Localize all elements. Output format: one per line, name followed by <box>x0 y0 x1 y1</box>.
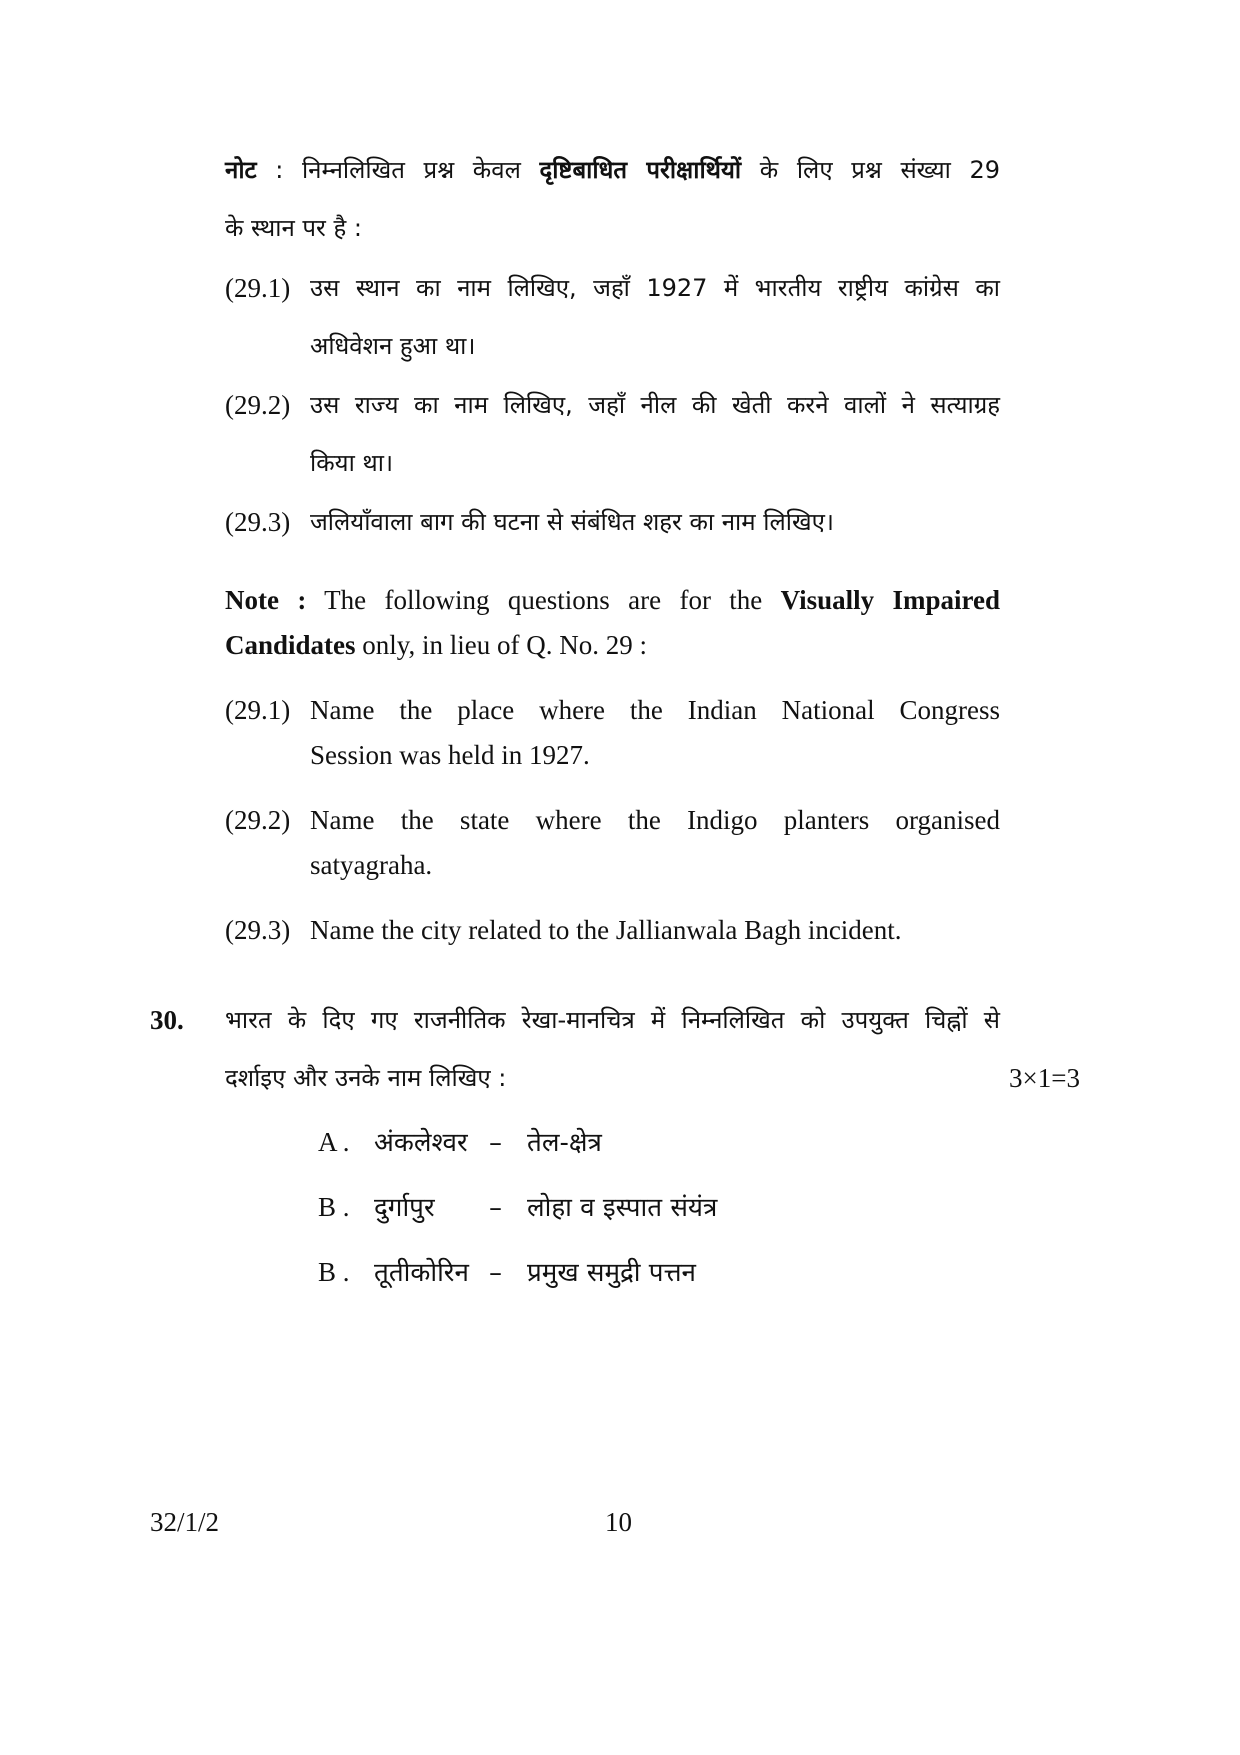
hindi-q1-number: (29.1) <box>225 273 291 303</box>
english-q1-line-2: Session was held in 1927. <box>310 740 590 770</box>
hindi-q3-number: (29.3) <box>225 507 291 537</box>
english-q2-line-1: Name the state where the Indigo planters organised <box>310 805 1000 835</box>
english-q1-line-1: Name the place where the Indian National Congress <box>310 695 1000 725</box>
map-item-b <box>318 1187 717 1228</box>
english-note-bold-b: Candidates <box>225 630 356 660</box>
english-note-line-2 <box>225 625 647 665</box>
question-30-line-1: भारत के दिए गए राजनीतिक रेखा-मानचित्र में निम्नलिखित को उपयुक्त चिह्नों से <box>225 1006 1000 1034</box>
english-note-line-1 <box>225 580 1000 620</box>
map-item-label: A . <box>318 1127 350 1157</box>
map-item-c <box>318 1252 696 1293</box>
hindi-note-text-b: के लिए प्रश्न संख्या 29 <box>741 156 1001 184</box>
english-note-label: Note : <box>225 585 307 615</box>
english-q2-line-2: satyagraha. <box>310 850 433 880</box>
map-item-label: B . <box>318 1192 350 1222</box>
paper-code: 32/1/2 <box>150 1507 220 1537</box>
map-item-dash: – <box>489 1128 502 1158</box>
hindi-q1-line-2: अधिवेशन हुआ था। <box>310 332 476 360</box>
hindi-note-label: नोट <box>225 156 257 184</box>
english-q3-line-1: Name the city related to the Jallianwala Bagh incident. <box>310 915 902 945</box>
hindi-note-text-a: निम्नलिखित प्रश्न केवल <box>301 156 540 184</box>
hindi-note-bold: दृष्टिबाधित परीक्षार्थियों <box>539 156 742 184</box>
map-item-type: तेल-क्षेत्र <box>527 1128 602 1158</box>
map-item-place: दुर्गापुर <box>374 1193 435 1223</box>
hindi-q2-number: (29.2) <box>225 390 291 420</box>
map-item-type: लोहा व इस्पात संयंत्र <box>527 1193 718 1223</box>
map-item-a <box>318 1122 602 1163</box>
hindi-q2-line-1: उस राज्य का नाम लिखिए, जहाँ नील की खेती करने वालों ने सत्याग्रह <box>310 391 1000 419</box>
english-note-text-a: The following questions are for the <box>306 585 781 615</box>
english-q2-number: (29.2) <box>225 805 291 835</box>
english-note-text-b: only, in lieu of Q. No. 29 : <box>355 630 648 660</box>
english-q3-number: (29.3) <box>225 915 291 945</box>
map-item-dash: – <box>489 1258 502 1288</box>
hindi-q3-line-1: जलियाँवाला बाग की घटना से संबंधित शहर का नाम लिखिए। <box>310 508 834 536</box>
english-note-bold-a: Visually Impaired <box>780 585 1000 615</box>
map-item-dash: – <box>489 1193 502 1223</box>
hindi-q1-line-1: उस स्थान का नाम लिखिए, जहाँ 1927 में भारतीय राष्ट्रीय कांग्रेस का <box>310 274 1000 302</box>
map-item-type: प्रमुख समुद्री पत्तन <box>527 1258 696 1288</box>
question-30-marks: 3×1=3 <box>1009 1063 1080 1093</box>
hindi-note-separator: : <box>256 156 302 184</box>
hindi-note-line-1 <box>225 150 1000 190</box>
map-item-place: अंकलेश्वर <box>374 1128 468 1158</box>
hindi-note-line-2: के स्थान पर है : <box>225 214 362 242</box>
hindi-q2-line-2: किया था। <box>310 449 394 477</box>
map-item-label: B . <box>318 1257 350 1287</box>
page-number: 10 <box>605 1507 632 1537</box>
map-item-place: तूतीकोरिन <box>374 1258 469 1288</box>
question-30-number: 30. <box>150 1005 184 1035</box>
english-q1-number: (29.1) <box>225 695 291 725</box>
question-30-line-2: दर्शाइए और उनके नाम लिखिए : <box>225 1064 507 1092</box>
